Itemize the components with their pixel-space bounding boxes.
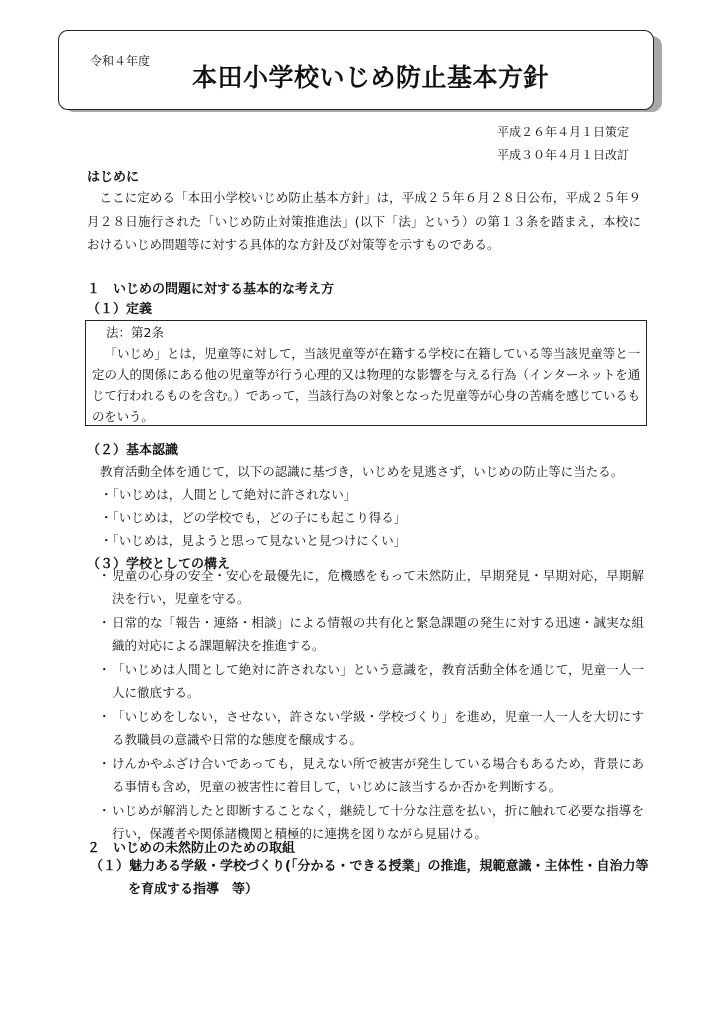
list-item: ・ 日常的な「報告・連絡・相談」による情報の共有化と緊急課題の発生に対する迅速・誠実な組織的対応による課題解決を推進する。 <box>98 611 644 657</box>
list-item: ・ 児童の心身の安全・安心を最優先に，危機感をもって未然防止，早期発見・早期対応，早期解決を行い，児童を守る。 <box>98 564 644 610</box>
recognition-item: ・「いじめは，人間として絶対に許されない」 <box>100 487 357 502</box>
intro-paragraph: ここに定める「本田小学校いじめ防止基本方針」は，平成２５年６月２８日公布，平成２５年９月２８日施行された「いじめ防止対策推進法」(以下「法」という）の第１３条を踏まえ，本校におけるいじめ問題等に対する具体的な方針及び対策等を示すものである。 <box>87 190 641 252</box>
established-date: 平成２６年４月１日策定 <box>496 125 629 139</box>
recognition-item: ・「いじめは，見ようと思って見ないと見つけにくい」 <box>100 533 407 548</box>
bullying-definition-text: 「いじめ」とは，児童等に対して，当該児童等が在籍する学校に在籍している等当該児童等と一定の人的関係にある他の児童等が行う心理的又は物理的な影響を与える行為（インターネットを通じて行われるものを含む。）であって，当該行為の対象となった児童等が心身の苦痛を感じているものをいう。 <box>92 346 640 424</box>
law-article-label: 法：第2条 <box>106 325 164 340</box>
fiscal-year-label: 令和４年度 <box>90 54 151 68</box>
attractive-class-heading <box>90 855 650 901</box>
revised-date: 平成３０年４月１日改訂 <box>496 148 629 162</box>
school-stance-list <box>98 564 644 846</box>
definition-heading: （１）定義 <box>87 302 153 317</box>
attractive-class-heading-line2: を育成する指導 等） <box>128 882 259 897</box>
list-item: ・ 「いじめは人間として絶対に許されない」という意識を，教育活動全体を通じて，児童一人一人に徹底する。 <box>98 658 644 704</box>
definition-box <box>85 320 647 426</box>
basic-recognition-lead: 教育活動全体を通じて，以下の認識に基づき，いじめを見逃さず，いじめの防止等に当たる。 <box>100 464 624 479</box>
recognition-item: ・「いじめは，どの学校でも，どの子にも起こり得る」 <box>100 510 407 525</box>
intro-heading: はじめに <box>87 170 140 185</box>
list-item: ・ けんかやふざけ合いであっても，見えない所で被害が発生している場合もあるため，背景にある事情も含め，児童の被害性に着目して，いじめに該当するか否かを判断する。 <box>98 752 644 798</box>
section1-heading: １ いじめの問題に対する基本的な考え方 <box>87 282 335 297</box>
list-item: ・ 「いじめをしない，させない，許さない学級・学校づくり」を進め，児童一人一人を大切にする教職員の意識や日常的な態度を醸成する。 <box>98 705 644 751</box>
document-title: 本田小学校いじめ防止基本方針 <box>192 63 550 92</box>
basic-recognition-heading: （２）基本認識 <box>87 443 179 458</box>
section2-heading: ２ いじめの未然防止のための取組 <box>87 841 296 856</box>
list-item: ・ いじめが解消したと即断することなく，継続して十分な注意を払い，折に触れて必要な指導を行い，保護者や関係諸機関と積極的に連携を図りながら見届ける。 <box>98 799 644 845</box>
school-stance-heading: （３）学校としての構え <box>87 557 231 572</box>
attractive-class-heading-line1: （１）魅力ある学級・学校づくり(「分かる・できる授業」の推進，規範意識・主体性・自治力等 <box>90 859 649 874</box>
